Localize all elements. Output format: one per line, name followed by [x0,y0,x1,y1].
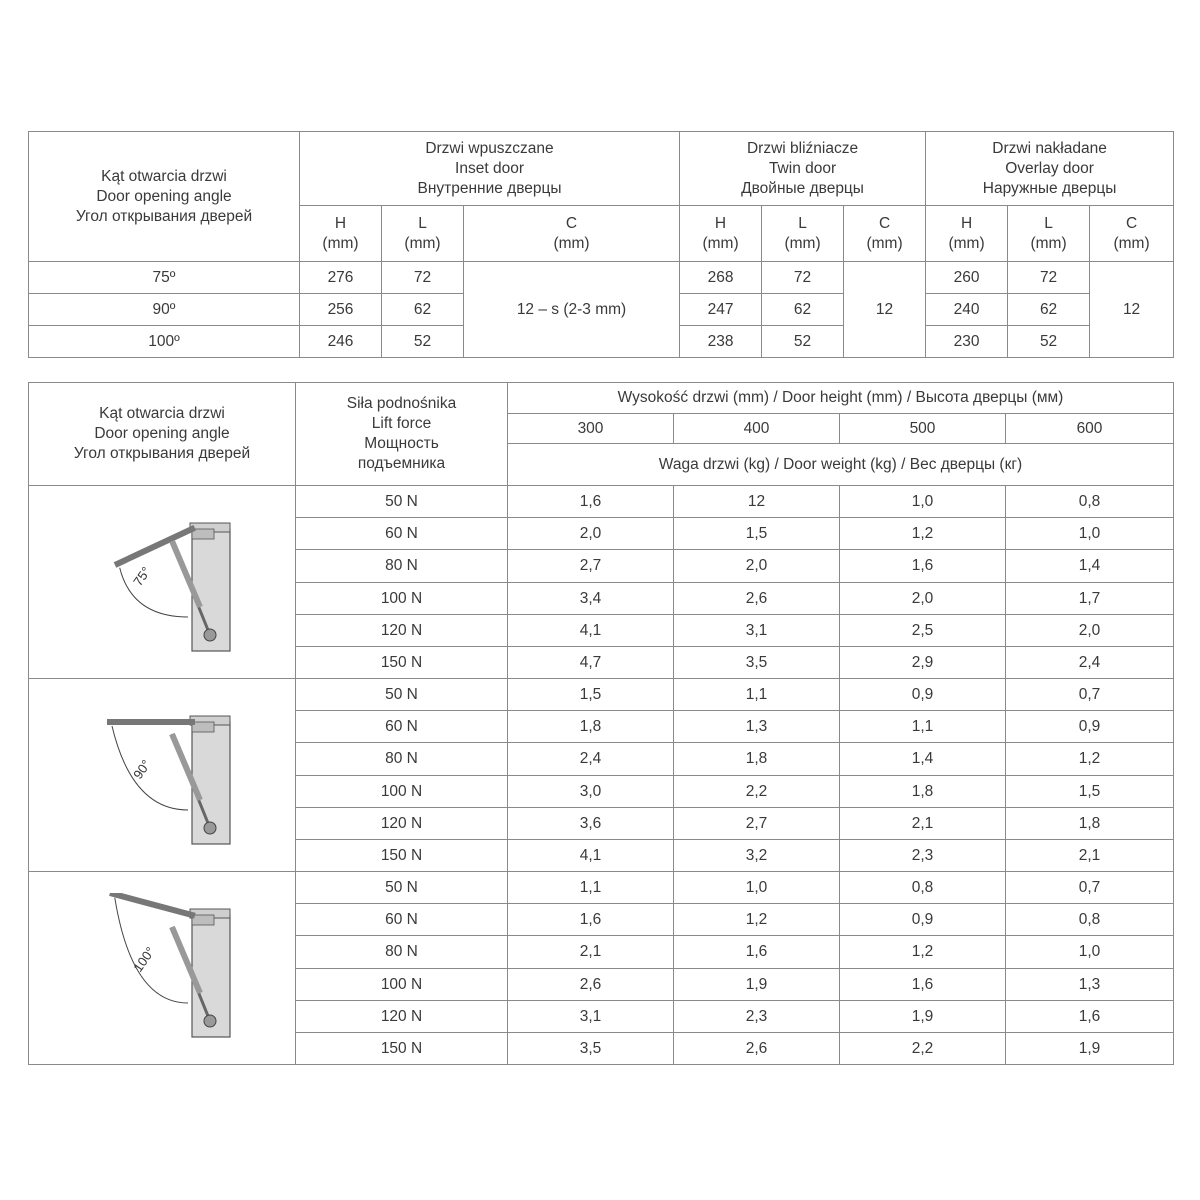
weight-cell: 0,9 [1006,711,1174,743]
angle-label: 100° [130,944,158,975]
value-cell: 52 [762,326,844,358]
weight-cell: 2,9 [840,647,1006,679]
lift-force-cell: 120 N [296,1001,508,1033]
door-angle-diagram [72,507,252,657]
weight-cell: 2,0 [674,550,840,583]
inset-door-header [300,132,680,206]
value-cell: 72 [762,262,844,294]
lift-force-header [296,383,508,486]
twin-door-pl: Drzwi bliźniacze [746,139,859,157]
weight-cell: 1,9 [1006,1033,1174,1065]
weight-cell: 3,1 [508,1001,674,1033]
weight-cell: 2,1 [508,936,674,969]
weight-cell: 3,1 [674,615,840,647]
weight-cell: 1,6 [840,969,1006,1001]
height-400: 400 [674,414,840,444]
lift-force-ru-2: подъемника [357,455,446,472]
lift-force-cell: 60 N [296,904,508,936]
weight-cell: 3,0 [508,776,674,808]
weight-cell: 1,0 [840,486,1006,518]
lift-force-cell: 150 N [296,1033,508,1065]
weight-cell: 2,0 [1006,615,1174,647]
weight-cell: 1,4 [840,743,1006,776]
weight-cell: 2,4 [1006,647,1174,679]
door-angle-diagram [72,700,252,850]
lift-force-cell: 60 N [296,711,508,743]
lift-force-en: Lift force [371,415,432,432]
value-cell: 52 [382,326,464,358]
lift-force-cell: 80 N [296,743,508,776]
weight-cell: 0,7 [1006,679,1174,711]
lift-force-cell: 100 N [296,969,508,1001]
angle-arc [120,568,188,617]
angle-header-en: Door opening angle [96,187,232,205]
weight-cell: 2,6 [674,583,840,615]
lift-force-ru-1: Мощность [364,435,439,452]
value-cell: 247 [680,294,762,326]
table-row [29,679,1174,711]
value-cell: 72 [1008,262,1090,294]
weight-cell: 1,0 [674,872,840,904]
overlay-door-pl: Drzwi nakładane [992,139,1107,157]
weight-cell: 2,7 [674,808,840,840]
weight-cell: 1,3 [1006,969,1174,1001]
table-row [29,872,1174,904]
weight-cell: 2,0 [508,518,674,550]
value-cell: 256 [300,294,382,326]
weight-cell: 0,8 [1006,904,1174,936]
overlay-door-header [926,132,1174,206]
weight-cell: 1,5 [508,679,674,711]
door-panel [113,894,192,915]
weight-cell: 1,6 [508,904,674,936]
weight-cell: 3,4 [508,583,674,615]
hinge [192,722,214,732]
weight-cell: 2,0 [840,583,1006,615]
weight-cell: 1,1 [508,872,674,904]
col-header-twin-l: L (mm) [762,206,844,262]
lift-force-pl: Siła podnośnika [346,395,457,412]
weight-cell: 1,3 [674,711,840,743]
angle-cell: 90º [29,294,300,326]
value-cell: 246 [300,326,382,358]
weight-cell: 1,0 [1006,936,1174,969]
strut-mount [204,1015,216,1027]
lift-force-cell: 50 N [296,872,508,904]
table-row [29,486,1174,518]
weight-cell: 1,8 [840,776,1006,808]
angle-cell: 75º [29,262,300,294]
lift-force-cell: 80 N [296,936,508,969]
angle-header [29,383,296,486]
dimensions-table [28,131,1174,358]
col-header-inset-l: L (mm) [382,206,464,262]
angle-illustration-cell [29,486,296,679]
value-cell: 62 [382,294,464,326]
weight-cell: 1,8 [508,711,674,743]
weight-cell: 2,6 [508,969,674,1001]
weight-cell: 0,7 [1006,872,1174,904]
weight-cell: 1,2 [840,936,1006,969]
lift-force-cell: 50 N [296,486,508,518]
lift-force-cell: 100 N [296,776,508,808]
weight-cell: 1,2 [1006,743,1174,776]
angle-header-pl: Kąt otwarcia drzwi [101,167,227,185]
weight-cell: 4,7 [508,647,674,679]
weight-cell: 2,2 [840,1033,1006,1065]
lift-force-cell: 150 N [296,647,508,679]
weight-cell: 2,3 [674,1001,840,1033]
lift-force-cell: 80 N [296,550,508,583]
value-cell: 52 [1008,326,1090,358]
twin-door-en: Twin door [768,159,837,177]
value-cell: 276 [300,262,382,294]
overlay-c-cell: 12 [1090,262,1174,358]
weight-cell: 1,8 [1006,808,1174,840]
lift-force-cell: 150 N [296,840,508,872]
angle-label: 75° [130,564,154,589]
weight-cell: 1,7 [1006,583,1174,615]
inset-door-pl: Drzwi wpuszczane [425,139,554,157]
strut-mount [204,822,216,834]
angle-header-ru: Угол открывания дверей [75,207,253,225]
overlay-door-ru: Наружные дверцы [982,179,1117,197]
weight-cell: 2,2 [674,776,840,808]
door-angle-diagram [72,893,252,1043]
value-cell: 268 [680,262,762,294]
hinge [192,915,214,925]
value-cell: 230 [926,326,1008,358]
angle-header-ru: Угол открывания дверей [73,445,251,462]
col-header-twin-c: C (mm) [844,206,926,262]
col-header-inset-h: H (mm) [300,206,382,262]
angle-cell: 100º [29,326,300,358]
twin-door-ru: Двойные дверцы [741,179,864,197]
col-header-overlay-c: C (mm) [1090,206,1174,262]
height-500: 500 [840,414,1006,444]
lift-force-cell: 50 N [296,679,508,711]
weight-cell: 1,6 [508,486,674,518]
weight-cell: 1,6 [1006,1001,1174,1033]
col-header-inset-c: C (mm) [464,206,680,262]
col-header-overlay-h: H (mm) [926,206,1008,262]
weight-cell: 1,5 [1006,776,1174,808]
twin-c-cell: 12 [844,262,926,358]
inset-door-ru: Внутренние дверцы [417,179,562,197]
value-cell: 238 [680,326,762,358]
value-cell: 62 [1008,294,1090,326]
twin-door-header [680,132,926,206]
lift-force-cell: 120 N [296,808,508,840]
table-row [29,262,1174,294]
angle-label: 90° [130,757,154,782]
weight-cell: 1,6 [674,936,840,969]
weight-cell: 2,1 [840,808,1006,840]
height-300: 300 [508,414,674,444]
weight-cell: 1,5 [674,518,840,550]
weight-cell: 1,9 [840,1001,1006,1033]
value-cell: 260 [926,262,1008,294]
weight-cell: 3,6 [508,808,674,840]
weight-cell: 1,0 [1006,518,1174,550]
weight-cell: 0,9 [840,904,1006,936]
angle-illustration-cell [29,872,296,1065]
angle-header-pl: Kąt otwarcia drzwi [99,405,225,422]
weight-cell: 0,8 [840,872,1006,904]
door-height-header: Wysokość drzwi (mm) / Door height (mm) / Высота дверцы (мм) [508,383,1174,414]
weight-cell: 4,1 [508,840,674,872]
lift-force-cell: 120 N [296,615,508,647]
value-cell: 240 [926,294,1008,326]
weight-cell: 2,3 [840,840,1006,872]
inset-door-en: Inset door [455,159,524,177]
weight-cell: 1,2 [840,518,1006,550]
weight-cell: 2,6 [674,1033,840,1065]
col-header-overlay-l: L (mm) [1008,206,1090,262]
weight-cell: 4,1 [508,615,674,647]
weight-cell: 2,5 [840,615,1006,647]
weight-cell: 3,2 [674,840,840,872]
weight-cell: 0,8 [1006,486,1174,518]
value-cell: 62 [762,294,844,326]
lift-force-cell: 60 N [296,518,508,550]
height-600: 600 [1006,414,1174,444]
overlay-door-en: Overlay door [1005,159,1094,177]
weight-cell: 1,8 [674,743,840,776]
lift-force-cell: 100 N [296,583,508,615]
strut-mount [204,629,216,641]
angle-header [29,132,300,262]
lift-force-table [28,382,1174,1065]
weight-cell: 3,5 [508,1033,674,1065]
weight-cell: 2,4 [508,743,674,776]
weight-cell: 1,1 [840,711,1006,743]
door-weight-header: Waga drzwi (kg) / Door weight (kg) / Вес дверцы (кг) [508,444,1174,486]
value-cell: 72 [382,262,464,294]
col-header-twin-h: H (mm) [680,206,762,262]
weight-cell: 1,6 [840,550,1006,583]
weight-cell: 3,5 [674,647,840,679]
weight-cell: 0,9 [840,679,1006,711]
angle-illustration-cell [29,679,296,872]
weight-cell: 12 [674,486,840,518]
weight-cell: 2,1 [1006,840,1174,872]
weight-cell: 1,2 [674,904,840,936]
angle-header-en: Door opening angle [94,425,230,442]
weight-cell: 2,7 [508,550,674,583]
inset-c-cell: 12 – s (2-3 mm) [464,262,680,358]
weight-cell: 1,4 [1006,550,1174,583]
weight-cell: 1,1 [674,679,840,711]
weight-cell: 1,9 [674,969,840,1001]
